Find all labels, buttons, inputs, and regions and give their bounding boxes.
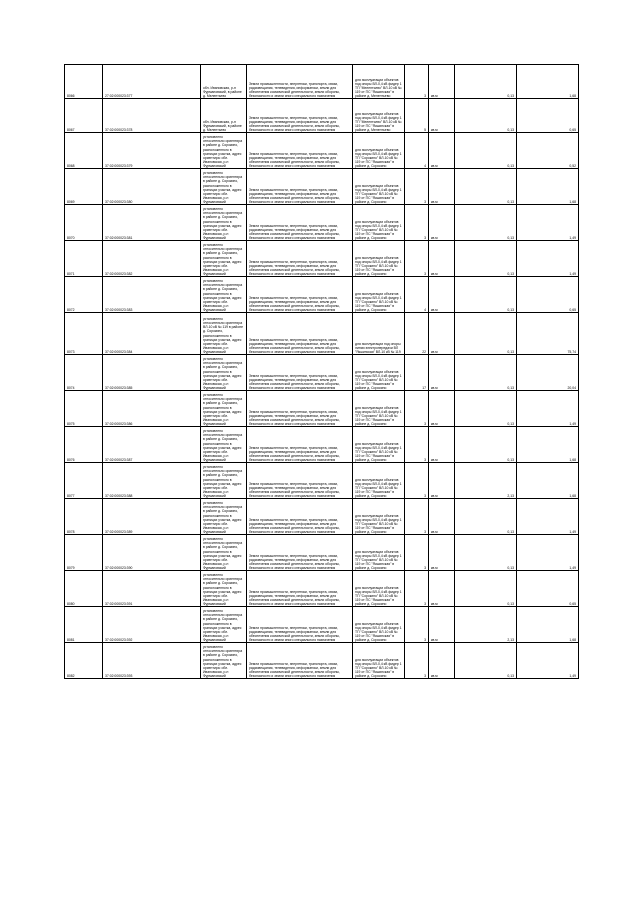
plot-area-cell: 17: [405, 355, 429, 391]
amount-value-cell: 0,52: [517, 133, 579, 169]
table-row: [65, 499, 579, 535]
row-number-cell: 8069: [65, 169, 103, 205]
cadastral-number-cell: 37:02:000023:389: [103, 499, 201, 535]
amount-value-cell: 1,68: [517, 463, 579, 499]
rate-value-cell: 0,13: [455, 169, 517, 205]
plot-location-cell: установлено относительно ориентира в районе д. Сорокино, расположенного в границах участка, адрес ориентира: обл. Ивановская, р-н Фурмановский: [201, 571, 247, 607]
plot-location-cell: установлено относительно ориентира ВЛ-10 кВ № 119 в районе д. Сорокино, расположенного в границах участка, адрес ориентира: обл. Ивановская, р-н Фурмановский: [201, 313, 247, 355]
land-category-cell: Земли промышленности, энергетики, транспорта, связи, радиовещания, телевидения, информатики, земли для обеспечения космической деятельности, земли обороны, безопасности и земли иного специального назначения: [247, 169, 353, 205]
land-category-cell: Земли промышленности, энергетики, транспорта, связи, радиовещания, телевидения, информатики, земли для обеспечения космической деятельности, земли обороны, безопасности и земли иного специального назначения: [247, 499, 353, 535]
plot-area-cell: 3: [405, 463, 429, 499]
table-row: [65, 169, 579, 205]
land-category-cell: Земли промышленности, энергетики, транспорта, связи, радиовещания, телевидения, информатики, земли для обеспечения космической деятельности, земли обороны, безопасности и земли иного специального назначения: [247, 535, 353, 571]
land-category-cell: Земли промышленности, энергетики, транспорта, связи, радиовещания, телевидения, информатики, земли для обеспечения космической деятельности, земли обороны, безопасности и земли иного специального назначения: [247, 205, 353, 241]
land-category-cell: Земли промышленности, энергетики, транспорта, связи, радиовещания, телевидения, информатики, земли для обеспечения космической деятельности, земли обороны, безопасности и земли иного специального назначения: [247, 463, 353, 499]
table-row: [65, 355, 579, 391]
land-category-cell: Земли промышленности, энергетики, транспорта, связи, радиовещания, телевидения, информатики, земли для обеспечения космической деятельности, земли обороны, безопасности и земли иного специального назначения: [247, 65, 353, 99]
amount-value-cell: 75,74: [517, 313, 579, 355]
rate-value-cell: 0,13: [455, 99, 517, 133]
plot-area-cell: 3: [405, 205, 429, 241]
cadastral-number-cell: 37:02:000023:391: [103, 571, 201, 607]
area-unit-cell: кв.м: [429, 313, 455, 355]
land-category-cell: Земли промышленности, энергетики, транспорта, связи, радиовещания, телевидения, информатики, земли для обеспечения космической деятельности, земли обороны, безопасности и земли иного специального назначения: [247, 643, 353, 679]
table-row: [65, 391, 579, 427]
row-number-cell: 8067: [65, 99, 103, 133]
row-number-cell: 8082: [65, 643, 103, 679]
amount-value-cell: 1,49: [517, 241, 579, 277]
row-number-cell: 8070: [65, 205, 103, 241]
row-number-cell: 8080: [65, 571, 103, 607]
permitted-use-cell: для эксплуатации объектов под опоры ВЛ-0,4 кВ фидер 1 ТП "Сорокино" ВЛ-10 кВ № 119 от ПС "Якшинская" в районе д. Сорокино: [353, 463, 405, 499]
row-number-cell: 8074: [65, 355, 103, 391]
area-unit-cell: кв.м: [429, 355, 455, 391]
permitted-use-cell: для эксплуатации под опоры линии электропередачи ВЛ "Якшинская" ВЛ-10 кВ № 119: [353, 313, 405, 355]
plot-area-cell: 3: [405, 169, 429, 205]
plot-area-cell: 3: [405, 65, 429, 99]
table-row: [65, 277, 579, 313]
row-number-cell: 8073: [65, 313, 103, 355]
plot-location-cell: обл. Ивановская, р-н Фурмановский, в районе д. Мелентьево: [201, 99, 247, 133]
plot-location-cell: установлено относительно ориентира в районе д. Сорокино, расположенного в границах участка, адрес ориентира: обл. Ивановская, р-н Фурмановский: [201, 427, 247, 463]
rate-value-cell: 0,13: [455, 643, 517, 679]
cadastral-number-cell: 37:02:000023:383: [103, 277, 201, 313]
amount-value-cell: 1,49: [517, 205, 579, 241]
land-category-cell: Земли промышленности, энергетики, транспорта, связи, радиовещания, телевидения, информатики, земли для обеспечения космической деятельности, земли обороны, безопасности и земли иного специального назначения: [247, 571, 353, 607]
area-unit-cell: кв.м: [429, 427, 455, 463]
cadastral-number-cell: 37:02:000023:392: [103, 607, 201, 643]
plot-area-cell: 3: [405, 607, 429, 643]
amount-value-cell: 1,49: [517, 535, 579, 571]
table-row: [65, 99, 579, 133]
row-number-cell: 8066: [65, 65, 103, 99]
area-unit-cell: кв.м: [429, 643, 455, 679]
area-unit-cell: кв.м: [429, 463, 455, 499]
permitted-use-cell: для эксплуатации объектов под опоры ВЛ-0,4 кВ фидер 1 ТП "Сорокино" ВЛ-10 кВ № 119 от ПС "Якшинская" в районе д. Сорокино: [353, 241, 405, 277]
area-unit-cell: кв.м: [429, 277, 455, 313]
amount-value-cell: 1,68: [517, 607, 579, 643]
rate-value-cell: 0,13: [455, 571, 517, 607]
rate-value-cell: 0,13: [455, 133, 517, 169]
cadastral-number-cell: 37:02:000023:381: [103, 205, 201, 241]
table-row: [65, 241, 579, 277]
row-number-cell: 8081: [65, 607, 103, 643]
area-unit-cell: кв.м: [429, 571, 455, 607]
permitted-use-cell: для эксплуатации объектов под опоры ВЛ-0,4 кВ фидер 1 ТП "Сорокино" ВЛ-10 кВ № 119 от ПС "Якшинская" в районе д. Сорокино: [353, 571, 405, 607]
permitted-use-cell: для эксплуатации объектов под опоры ВЛ-0,4 кВ фидер 1 ТП "Сорокино" ВЛ-10 кВ № 119 от ПС "Якшинская" в районе д. Сорокино: [353, 643, 405, 679]
cadastral-number-cell: 37:02:000023:384: [103, 313, 201, 355]
amount-value-cell: 1,68: [517, 427, 579, 463]
plot-location-cell: установлено относительно ориентира в районе д. Сорокино, расположенного в границах участка, адрес ориентира: обл. Ивановская, р-н Фурмановский: [201, 355, 247, 391]
row-number-cell: 8072: [65, 277, 103, 313]
cadastral-number-cell: 37:02:000023:387: [103, 427, 201, 463]
row-number-cell: 8068: [65, 133, 103, 169]
area-unit-cell: кв.м: [429, 99, 455, 133]
permitted-use-cell: для эксплуатации объектов под опоры ВЛ-0,4 кВ фидер 1 ТП "Сорокино" ВЛ-10 кВ № 119 от ПС "Якшинская" в районе д. Сорокино: [353, 427, 405, 463]
plot-location-cell: установлено относительно ориентира в районе д. Сорокино, расположенного в границах участка, адрес ориентира: обл. Ивановская, р-н Фурмановский: [201, 241, 247, 277]
table-row: [65, 205, 579, 241]
plot-area-cell: 3: [405, 535, 429, 571]
land-category-cell: Земли промышленности, энергетики, транспорта, связи, радиовещания, телевидения, информатики, земли для обеспечения космической деятельности, земли обороны, безопасности и земли иного специального назначения: [247, 607, 353, 643]
permitted-use-cell: для эксплуатации объектов под опоры ВЛ-0,4 кВ фидер 1 ТП "Сорокино" ВЛ-10 кВ № 119 от ПС "Якшинская" в районе д. Сорокино: [353, 391, 405, 427]
table-row: [65, 463, 579, 499]
amount-value-cell: 0,65: [517, 277, 579, 313]
permitted-use-cell: для эксплуатации объектов под опоры ВЛ-0,4 кВ фидер 1 ТП "Сорокино" ВЛ-10 кВ № 119 от ПС "Якшинская" в районе д. Сорокино: [353, 205, 405, 241]
table-row: [65, 65, 579, 99]
cadastral-number-cell: 37:02:000023:393: [103, 643, 201, 679]
rate-value-cell: 0,13: [455, 205, 517, 241]
rate-value-cell: 2,13: [455, 607, 517, 643]
plot-area-cell: 22: [405, 313, 429, 355]
amount-value-cell: 20,04: [517, 355, 579, 391]
plot-location-cell: установлено относительно ориентира в районе д. Сорокино, расположенного в границах участка, адрес ориентира: обл. Ивановская, р-н Фурмановский: [201, 169, 247, 205]
row-number-cell: 8075: [65, 391, 103, 427]
plot-location-cell: установлено относительно ориентира в районе д. Сорокино, расположенного в границах участка, адрес ориентира: обл. Ивановская, р-н Фурмановский: [201, 643, 247, 679]
cadastral-number-cell: 37:02:000023:378: [103, 99, 201, 133]
area-unit-cell: кв.м: [429, 607, 455, 643]
permitted-use-cell: для эксплуатации объектов под опоры ВЛ-0,4 кВ фидер 1 ТП "Мелентьево" ВЛ-10 кВ № 119 от ПС "Якшинская" в районе д. Мелентьево: [353, 65, 405, 99]
plot-area-cell: 3: [405, 499, 429, 535]
row-number-cell: 8071: [65, 241, 103, 277]
plot-location-cell: установлено относительно ориентира в районе д. Сорокино, расположенного в границах участка, адрес ориентира: обл. Ивановская, р-н Фурмановский: [201, 463, 247, 499]
land-category-cell: Земли промышленности, энергетики, транспорта, связи, радиовещания, телевидения, информатики, земли для обеспечения космической деятельности, земли обороны, безопасности и земли иного специального назначения: [247, 133, 353, 169]
amount-value-cell: 1,68: [517, 169, 579, 205]
permitted-use-cell: для эксплуатации объектов под опоры ВЛ-0,4 кВ фидер 1 ТП "Сорокино" ВЛ-10 кВ № 119 от ПС "Якшинская" в районе д. Сорокино: [353, 169, 405, 205]
permitted-use-cell: для эксплуатации объектов под опоры ВЛ-0,4 кВ фидер 1 ТП "Сорокино" ВЛ-10 кВ № 119 от ПС "Якшинская" в районе д. Сорокино: [353, 277, 405, 313]
plot-area-cell: 3: [405, 391, 429, 427]
plot-area-cell: 3: [405, 427, 429, 463]
cadastral-number-cell: 37:02:000023:382: [103, 241, 201, 277]
rate-value-cell: 2,13: [455, 463, 517, 499]
land-category-cell: Земли промышленности, энергетики, транспорта, связи, радиовещания, телевидения, информатики, земли для обеспечения космической деятельности, земли обороны, безопасности и земли иного специального назначения: [247, 99, 353, 133]
amount-value-cell: 1,49: [517, 643, 579, 679]
area-unit-cell: кв.м: [429, 391, 455, 427]
rate-value-cell: 0,13: [455, 391, 517, 427]
cadastral-number-cell: 37:02:000023:380: [103, 169, 201, 205]
land-category-cell: Земли промышленности, энергетики, транспорта, связи, радиовещания, телевидения, информатики, земли для обеспечения космической деятельности, земли обороны, безопасности и земли иного специального назначения: [247, 391, 353, 427]
rate-value-cell: 0,13: [455, 535, 517, 571]
rate-value-cell: 0,13: [455, 313, 517, 355]
rate-value-cell: 0,13: [455, 65, 517, 99]
row-number-cell: 8077: [65, 463, 103, 499]
permitted-use-cell: для эксплуатации объектов под опоры ВЛ-0,4 кВ фидер 1 ТП "Сорокино" ВЛ-10 кВ № 119 от ПС "Якшинская" в районе д. Сорокино: [353, 133, 405, 169]
rate-value-cell: 0,13: [455, 355, 517, 391]
cadastral-number-cell: 37:02:000023:386: [103, 391, 201, 427]
table-row: [65, 571, 579, 607]
cadastral-number-cell: 27:02:000023:377: [103, 65, 201, 99]
table-row: [65, 643, 579, 679]
amount-value-cell: 1,68: [517, 65, 579, 99]
table-body: [65, 65, 579, 679]
cadastral-number-cell: 37:02:000023:388: [103, 463, 201, 499]
land-plot-table: [64, 64, 579, 679]
rate-value-cell: 0,13: [455, 241, 517, 277]
plot-location-cell: установлено относительно ориентира в районе д. Сорокино, расположенного в границах участка, адрес ориентира: обл. Ивановская, р-н Фурмановский: [201, 607, 247, 643]
land-category-cell: Земли промышленности, энергетики, транспорта, связи, радиовещания, телевидения, информатики, земли для обеспечения космической деятельности, земли обороны, безопасности и земли иного специального назначения: [247, 241, 353, 277]
plot-area-cell: 5: [405, 99, 429, 133]
land-category-cell: Земли промышленности, энергетики, транспорта, связи, радиовещания, телевидения, информатики, земли для обеспечения космической деятельности, земли обороны, безопасности и земли иного специального назначения: [247, 277, 353, 313]
amount-value-cell: 1,49: [517, 391, 579, 427]
plot-location-cell: обл. Ивановская, р-н Фурмановский, в районе д. Мелентьево: [201, 65, 247, 99]
plot-area-cell: 4: [405, 133, 429, 169]
rate-value-cell: 0,13: [455, 499, 517, 535]
area-unit-cell: кв.м: [429, 241, 455, 277]
plot-area-cell: 3: [405, 643, 429, 679]
row-number-cell: 8079: [65, 535, 103, 571]
plot-area-cell: 3: [405, 571, 429, 607]
plot-location-cell: установлено относительно ориентира в районе д. Сорокино, расположенного в границах участка, адрес ориентира: обл. Ивановская, р-н Фурмановский: [201, 133, 247, 169]
table-row: [65, 313, 579, 355]
amount-value-cell: 1,49: [517, 499, 579, 535]
amount-value-cell: 0,65: [517, 571, 579, 607]
land-category-cell: Земли промышленности, энергетики, транспорта, связи, радиовещания, телевидения, информатики, земли для обеспечения космической деятельности, земли обороны, безопасности и земли иного специального назначения: [247, 313, 353, 355]
area-unit-cell: кв.м: [429, 205, 455, 241]
permitted-use-cell: для эксплуатации объектов под опоры ВЛ-0,4 кВ фидер 1 ТП "Сорокино" ВЛ-10 кВ № 119 от ПС "Якшинская" в районе д. Сорокино: [353, 607, 405, 643]
permitted-use-cell: для эксплуатации объектов под опоры ВЛ-0,4 кВ фидер 1 ТП "Сорокино" ВЛ-10 кВ № 119 от ПС "Якшинская" в районе д. Сорокино: [353, 355, 405, 391]
plot-location-cell: установлено относительно ориентира в районе д. Сорокино, расположенного в границах участка, адрес ориентира: обл. Ивановская, р-н Фурмановский: [201, 277, 247, 313]
table-row: [65, 133, 579, 169]
plot-location-cell: установлено относительно ориентира в районе д. Сорокино, расположенного в границах участка, адрес ориентира: обл. Ивановская, р-н Фурмановский: [201, 499, 247, 535]
cadastral-number-cell: 37:02:000023:379: [103, 133, 201, 169]
row-number-cell: 8076: [65, 427, 103, 463]
table-row: [65, 607, 579, 643]
plot-location-cell: установлено относительно ориентира в районе д. Сорокино, расположенного в границах участка, адрес ориентира: обл. Ивановская, р-н Фурмановский: [201, 391, 247, 427]
area-unit-cell: кв.м: [429, 169, 455, 205]
table-row: [65, 535, 579, 571]
area-unit-cell: кв.м: [429, 65, 455, 99]
plot-location-cell: установлено относительно ориентира в районе д. Сорокино, расположенного в границах участка, адрес ориентира: обл. Ивановская, р-н Фурмановский: [201, 205, 247, 241]
land-category-cell: Земли промышленности, энергетики, транспорта, связи, радиовещания, телевидения, информатики, земли для обеспечения космической деятельности, земли обороны, безопасности и земли иного специального назначения: [247, 355, 353, 391]
permitted-use-cell: для эксплуатации объектов под опоры ВЛ-0,4 кВ фидер 1 ТП "Мелентьево" ВЛ-10 кВ № 119 от ПС "Якшинская" в районе д. Мелентьево: [353, 99, 405, 133]
plot-area-cell: 3: [405, 241, 429, 277]
permitted-use-cell: для эксплуатации объектов под опоры ВЛ-0,4 кВ фидер 1 ТП "Сорокино" ВЛ-10 кВ № 119 от ПС "Якшинская" в районе д. Сорокино: [353, 535, 405, 571]
cadastral-number-cell: 37:02:000023:385: [103, 355, 201, 391]
rate-value-cell: 0,13: [455, 427, 517, 463]
plot-area-cell: 4: [405, 277, 429, 313]
area-unit-cell: кв.м: [429, 499, 455, 535]
area-unit-cell: кв.м: [429, 535, 455, 571]
land-category-cell: Земли промышленности, энергетики, транспорта, связи, радиовещания, телевидения, информатики, земли для обеспечения космической деятельности, земли обороны, безопасности и земли иного специального назначения: [247, 427, 353, 463]
row-number-cell: 8078: [65, 499, 103, 535]
amount-value-cell: 0,65: [517, 99, 579, 133]
area-unit-cell: кв.м: [429, 133, 455, 169]
rate-value-cell: 0,13: [455, 277, 517, 313]
table-row: [65, 427, 579, 463]
cadastral-number-cell: 37:02:000023:390: [103, 535, 201, 571]
permitted-use-cell: для эксплуатации объектов под опоры ВЛ-0,4 кВ фидер 1 ТП "Сорокино" ВЛ-10 кВ № 119 от ПС "Якшинская" в районе д. Сорокино: [353, 499, 405, 535]
plot-location-cell: установлено относительно ориентира в районе д. Сорокино, расположенного в границах участка, адрес ориентира: обл. Ивановская, р-н Фурмановский: [201, 535, 247, 571]
